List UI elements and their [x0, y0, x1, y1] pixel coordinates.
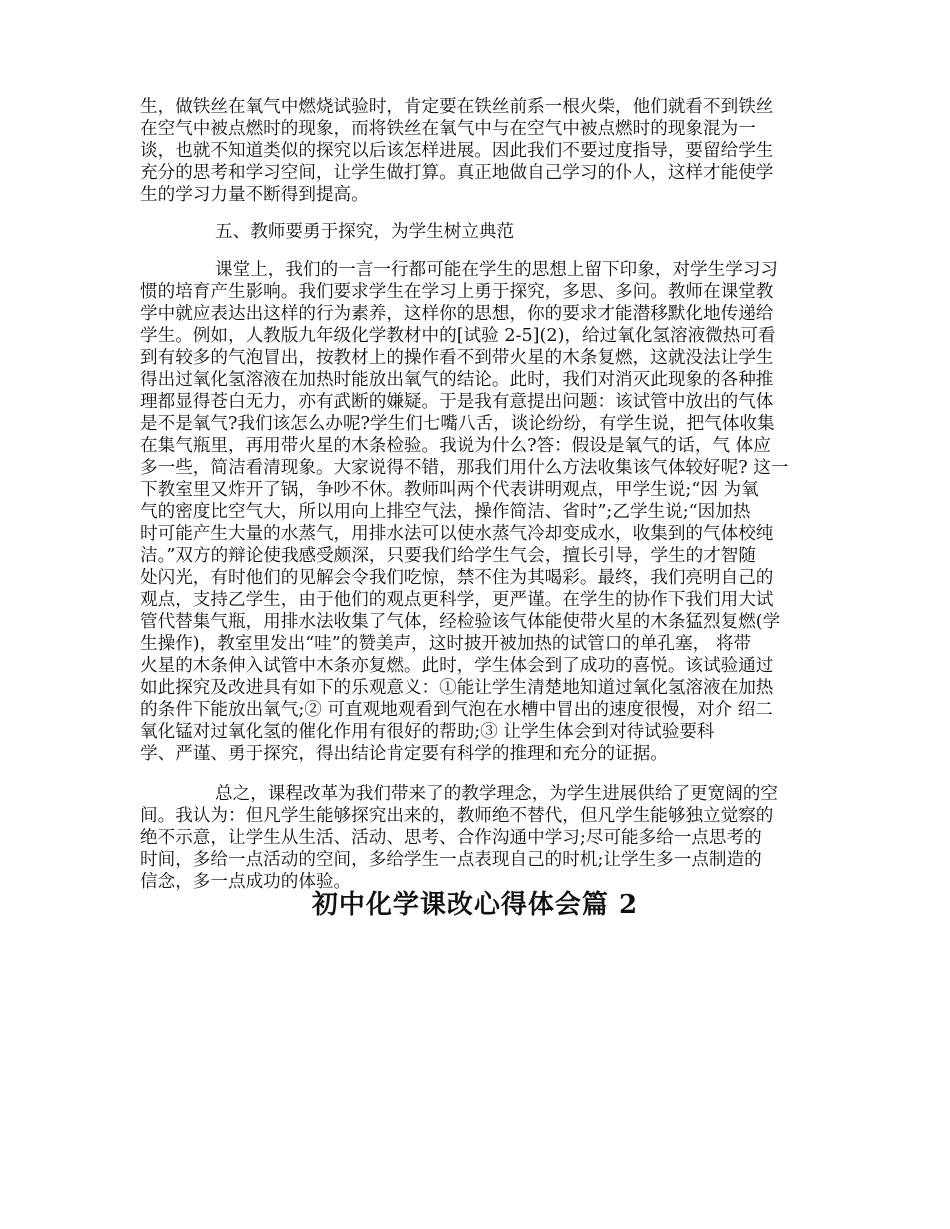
text-line: 时间，多给一点活动的空间，多给学生一点表现自己的时机;让学生多一点制造的	[140, 850, 762, 870]
text-line: 管代替集气瓶，用排水法收集了气体，经检验该气体能使带火星的木条猛烈复燃(学	[140, 612, 781, 632]
section-heading: 五、教师要勇于探究，为学生树立典范	[215, 222, 515, 242]
text-line: 时可能产生大量的水蒸气，用排水法可以使水蒸气冷却变成水，收集到的气体校纯	[140, 524, 774, 544]
section-title: 初中化学课改心得体会篇 2	[311, 890, 639, 920]
text-line: 生操作)，教室里发出“哇”的赞美声，这时披开被加热的试管口的单孔塞， 将带	[140, 634, 752, 654]
text-line: 学生。例如，人教版九年级化学教材中的[试验 2-5](2)，给过氧化氢溶液微热可看	[140, 326, 776, 346]
text-line: 绝不示意，让学生从生活、活动、思考、合作沟通中学习;尽可能多给一点思考的	[140, 828, 762, 848]
text-line: 理都显得苍白无力，亦有武断的嫌疑。于是我有意提出问题：该试管中放出的气体	[140, 392, 774, 412]
text-line: 谈，也就不知道类似的探究以后该怎样进展。因此我们不要过度指导，要留给学生	[140, 141, 774, 161]
text-line: 多一些，简洁看清现象。大家说得不错，那我们用什么方法收集该气体较好呢? 这一	[140, 458, 789, 478]
text-line: 氧化锰对过氧化氢的催化作用有很好的帮助;③ 让学生体会到对待试验要科	[140, 722, 715, 742]
text-line: 总之，课程改革为我们带来了的教学理念，为学生进展供给了更宽阔的空	[215, 784, 779, 804]
text-line: 洁。”双方的辩论使我感受颇深，只要我们给学生气会，擅长引导，学生的才智随	[140, 546, 756, 566]
text-line: 学中就应表达出这样的行为素养，这样你的思想，你的要求才能潜移默化地传递给	[140, 304, 774, 324]
text-line: 是不是氧气?我们该怎么办呢?学生们七嘴八舌，谈论纷纷，有学生说，把气体收集	[140, 414, 775, 434]
text-line: 在集气瓶里，再用带火星的木条检验。我说为什么?答：假设是氧气的话，气 体应	[140, 436, 771, 456]
text-line: 间。我认为：但凡学生能够探究出来的，教师绝不替代，但凡学生能够独立觉察的	[140, 806, 774, 826]
text-line: 在空气中被点燃时的现象，而将铁丝在氧气中与在空气中被点燃时的现象混为一	[140, 119, 756, 139]
text-line: 下教室里又炸开了锅，争吵不休。教师叫两个代表讲明观点，甲学生说;“因 为氧	[140, 480, 759, 500]
text-line: 学、严谨、勇于探究，得出结论肯定要有科学的推理和充分的证据。	[140, 744, 668, 764]
text-line: 生，做铁丝在氧气中燃烧试验时，肯定要在铁丝前系一根火柴，他们就看不到铁丝	[140, 97, 774, 117]
text-line: 到有较多的气泡冒出，按教材上的操作看不到带火星的木条复燃，这就没法让学生	[140, 348, 774, 368]
text-line: 信念，多一点成功的体验。	[140, 872, 352, 892]
text-line: 惯的培育产生影响。我们要求学生在学习上勇于探究，多思、多问。教师在课堂教	[140, 282, 774, 302]
text-line: 气的密度比空气大，所以用向上排空气法，操作简洁、省时”;乙学生说;“因加热	[140, 502, 751, 522]
text-line: 充分的思考和学习空间，让学生做打算。真正地做自己学习的仆人，这样才能使学	[140, 163, 774, 183]
text-line: 处闪光，有时他们的见解会令我们吃惊，禁不住为其喝彩。最终，我们亮明自己的	[140, 568, 774, 588]
text-line: 的条件下能放出氧气;② 可直观地观看到气泡在水槽中冒出的速度很慢，对介 绍二	[140, 700, 773, 720]
text-line: 生的学习力量不断得到提高。	[140, 185, 369, 205]
text-line: 得出过氧化氢溶液在加热时能放出氧气的结论。此时，我们对消灭此现象的各种推	[140, 370, 774, 390]
text-line: 火星的木条伸入试管中木条亦复燃。此时，学生体会到了成功的喜悦。该试验通过	[140, 656, 774, 676]
text-line: 如此探究及改进具有如下的乐观意义：①能让学生清楚地知道过氧化氢溶液在加热	[140, 678, 774, 698]
text-line: 观点，支持乙学生，由于他们的观点更科学，更严谨。在学生的协作下我们用大试	[140, 590, 774, 610]
text-line: 课堂上，我们的一言一行都可能在学生的思想上留下印象，对学生学习习	[215, 260, 779, 280]
